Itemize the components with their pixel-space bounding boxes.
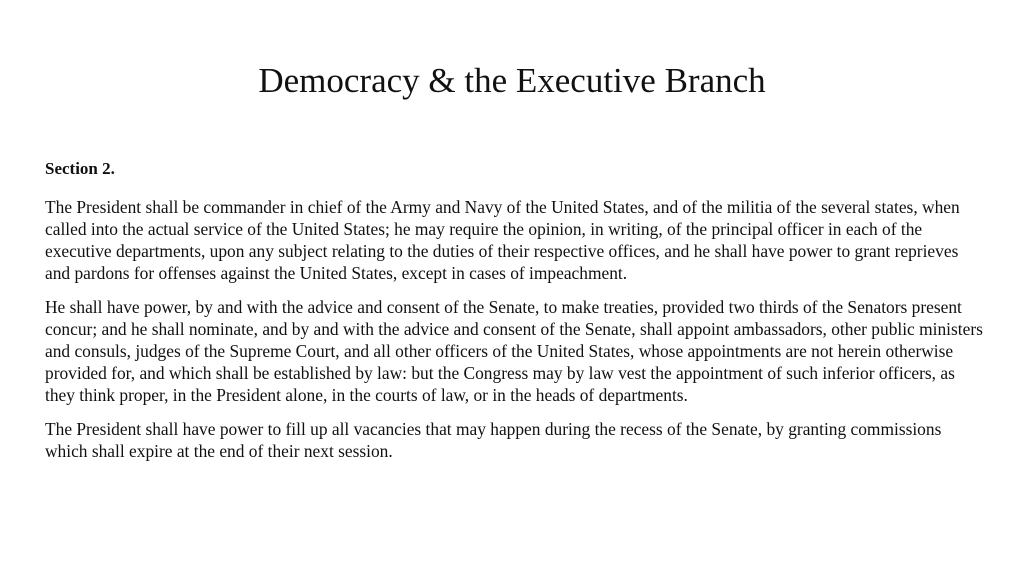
slide-body — [45, 158, 985, 474]
paragraph-commander-in-chief: The President shall be commander in chief of the Army and Navy of the United States, and of the militia of the several states, when called into the actual service of the United States; he may require the opinion, in writing, of the principal officer in each of the executive departments, upon any subject relating to the duties of their respective offices, and he shall have power to grant reprieves and pardons for offenses against the United States, except in cases of impeachment. — [45, 197, 960, 283]
slide-title: Democracy & the Executive Branch — [258, 61, 766, 100]
paragraph-treaties-appointments: He shall have power, by and with the advice and consent of the Senate, to make treaties, provided two thirds of the Senators present concur; and he shall nominate, and by and with the advice and consent of the Senate, shall appoint ambassadors, other public ministers and consuls, judges of the Supreme Court, and all other officers of the United States, whose appointments are not herein otherwise provided for, and which shall be established by law: but the Congress may by law vest the appointment of such inferior officers, as they think proper, in the President alone, in the courts of law, or in the heads of departments. — [45, 297, 983, 405]
section-heading: Section 2. — [45, 159, 115, 178]
paragraph-recess-vacancies: The President shall have power to fill up all vacancies that may happen during the recess of the Senate, by granting commissions which shall expire at the end of their next session. — [45, 419, 942, 461]
